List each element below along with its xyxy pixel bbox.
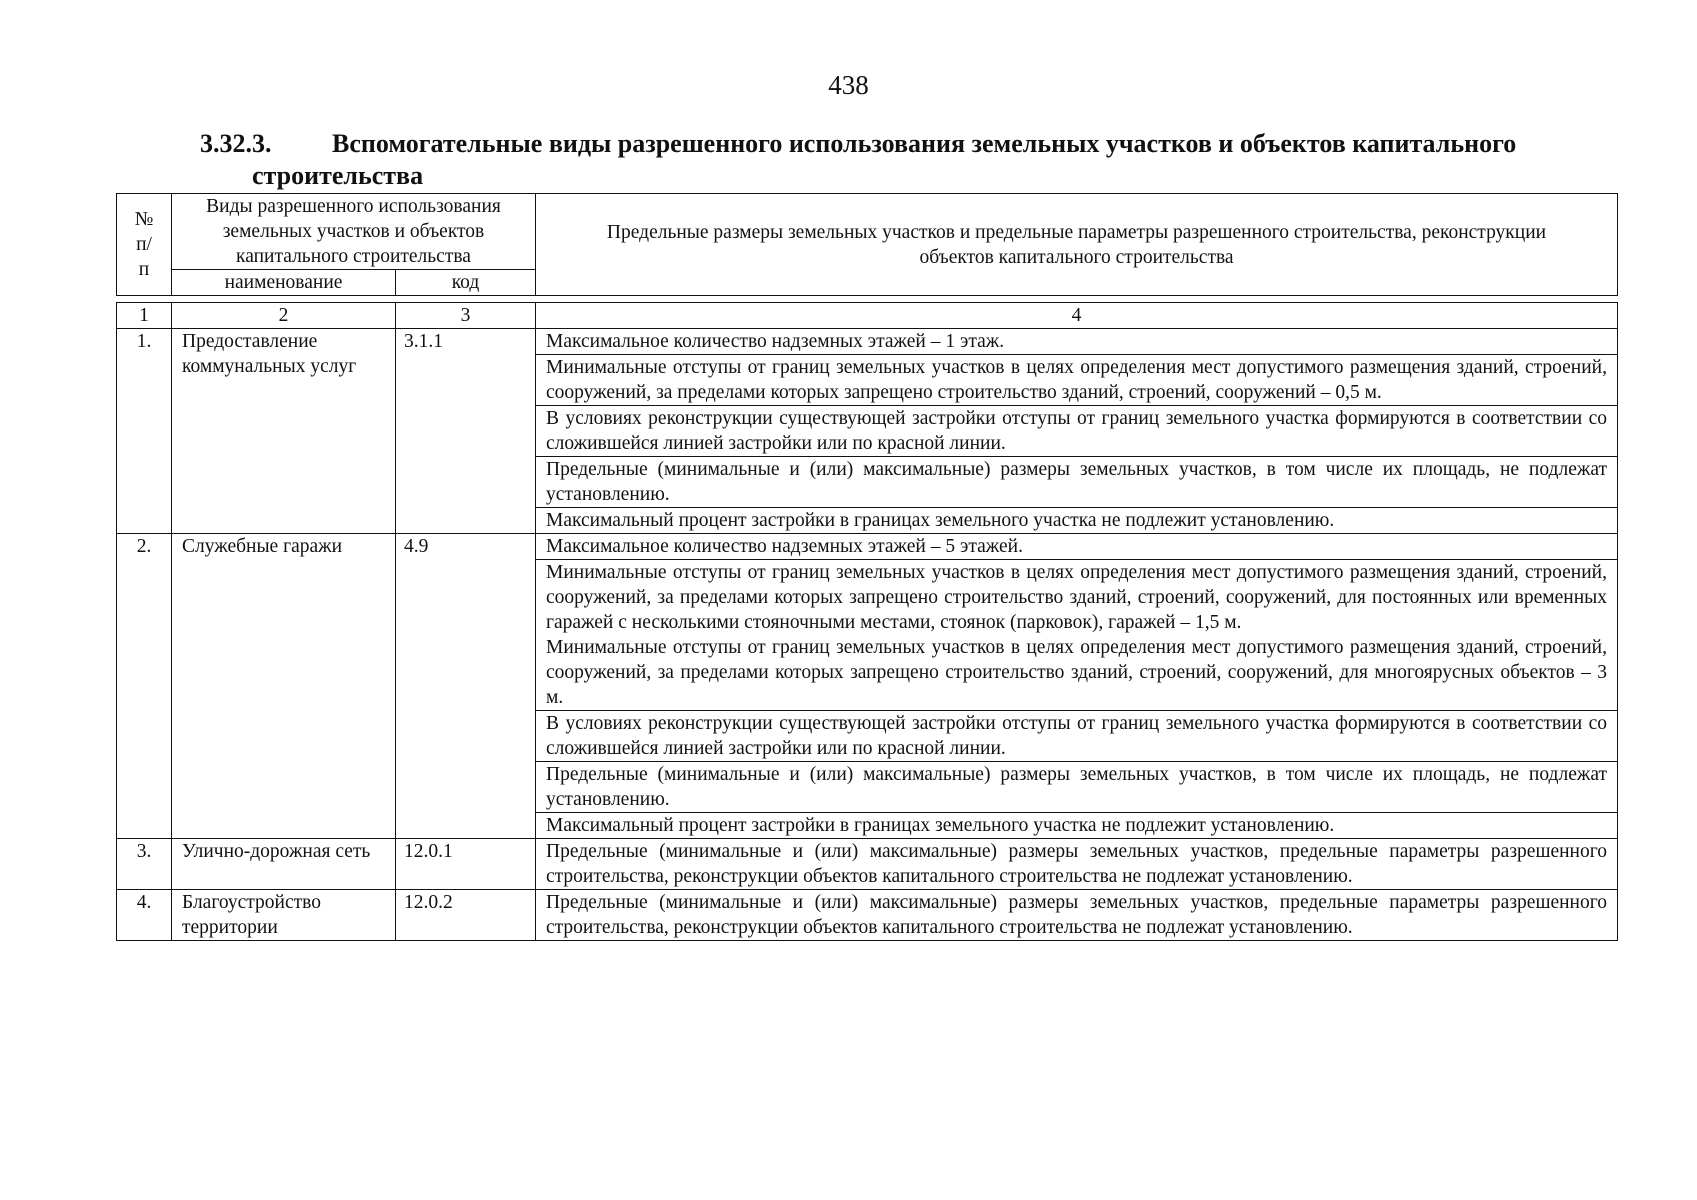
row-param: В условиях реконструкции существующей застройки отступы от границ земельного участка формируются в соответствии со сложившейся линией застройки или по красной линии. xyxy=(536,406,1618,457)
header-col-code: код xyxy=(396,270,536,296)
column-number: 2 xyxy=(172,303,396,329)
row-number: 3. xyxy=(117,839,172,890)
header-col-name: наименование xyxy=(172,270,396,296)
column-number: 3 xyxy=(396,303,536,329)
row-param: Предельные (минимальные и (или) максимальные) размеры земельных участков, в том числе их площадь, не подлежат установлению. xyxy=(536,457,1618,508)
table-body xyxy=(116,302,1618,941)
column-number: 1 xyxy=(117,303,172,329)
row-name: Благоустройство территории xyxy=(172,890,396,941)
row-param: Предельные (минимальные и (или) максимальные) размеры земельных участков, предельные параметры разрешенного строительства, реконструкции объектов капитального строительства не подлежат установлению. xyxy=(536,839,1618,890)
column-number: 4 xyxy=(536,303,1618,329)
section-title-line2: строительства xyxy=(252,161,424,190)
row-param: Максимальный процент застройки в границах земельного участка не подлежит установлению. xyxy=(536,813,1618,839)
row-param: Максимальное количество надземных этажей – 5 этажей. xyxy=(536,534,1618,560)
row-param: Максимальный процент застройки в границах земельного участка не подлежит установлению. xyxy=(536,508,1618,534)
row-param: Минимальные отступы от границ земельных участков в целях определения мест допустимого размещения зданий, строений, сооружений, за пределами которых запрещено строительство зданий, строений, сооружений, для постоянных или временных гаражей с несколькими стояночными местами, стоянок (парковок), гаражей – 1,5 м. xyxy=(546,562,1607,633)
section-title xyxy=(200,128,1620,192)
row-param: Предельные (минимальные и (или) максимальные) размеры земельных участков, в том числе их площадь, не подлежат установлению. xyxy=(536,762,1618,813)
table-row xyxy=(117,890,1618,941)
row-number: 2. xyxy=(117,534,172,839)
row-param: Предельные (минимальные и (или) максимальные) размеры земельных участков, предельные параметры разрешенного строительства, реконструкции объектов капитального строительства не подлежат установлению. xyxy=(536,890,1618,941)
row-name: Служебные гаражи xyxy=(172,534,396,839)
row-param: Максимальное количество надземных этажей – 1 этаж. xyxy=(536,329,1618,355)
row-code: 12.0.1 xyxy=(396,839,536,890)
row-param: Минимальные отступы от границ земельных участков в целях определения мест допустимого размещения зданий, строений, сооружений, за пределами которых запрещено строительство зданий, строений, сооружений – 0,5 м. xyxy=(536,355,1618,406)
header-col-limits: Предельные размеры земельных участков и предельные параметры разрешенного строительства, реконструкции объектов капитального строительства xyxy=(536,194,1618,296)
header-col-types: Виды разрешенного использования земельных участков и объектов капитального строительства xyxy=(172,194,536,270)
table-row xyxy=(117,534,1618,560)
row-number: 4. xyxy=(117,890,172,941)
section-title-line1: Вспомогательные виды разрешенного использования земельных участков и объектов капитального xyxy=(332,129,1517,158)
row-param: Минимальные отступы от границ земельных участков в целях определения мест допустимого размещения зданий, строений, сооружений, за пределами которых запрещено строительство зданий, строений, сооружений, для многоярусных объектов – 3 м. xyxy=(546,637,1607,708)
row-name: Улично-дорожная сеть xyxy=(172,839,396,890)
row-name: Предоставление коммунальных услуг xyxy=(172,329,396,534)
row-param-group xyxy=(536,560,1618,711)
row-number: 1. xyxy=(117,329,172,534)
table-header xyxy=(116,193,1618,296)
row-code: 12.0.2 xyxy=(396,890,536,941)
header-col-number: № п/п xyxy=(117,194,172,296)
row-code: 3.1.1 xyxy=(396,329,536,534)
row-code: 4.9 xyxy=(396,534,536,839)
column-number-row xyxy=(117,303,1618,329)
section-number: 3.32.3. xyxy=(200,129,272,158)
table-row xyxy=(117,839,1618,890)
table-row xyxy=(117,329,1618,355)
row-param: В условиях реконструкции существующей застройки отступы от границ земельного участка формируются в соответствии со сложившейся линией застройки или по красной линии. xyxy=(536,711,1618,762)
page-number: 438 xyxy=(828,70,869,100)
